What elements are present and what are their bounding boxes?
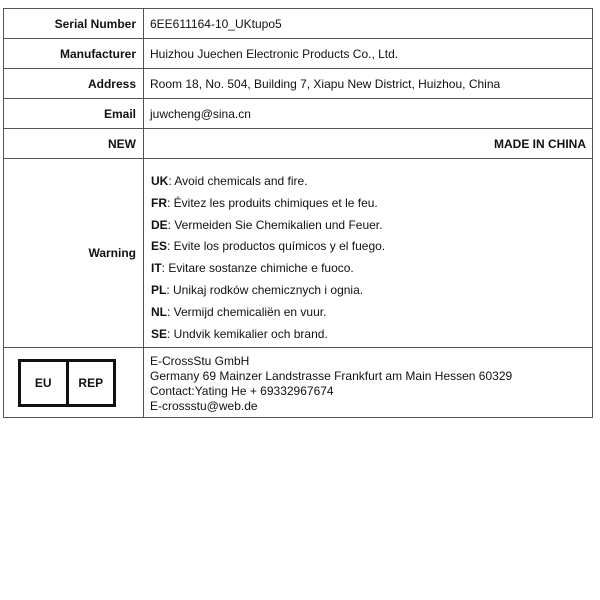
manufacturer-row — [4, 39, 593, 69]
warning-list — [150, 159, 586, 347]
warning-item-it — [151, 258, 586, 280]
warning-content — [144, 159, 593, 348]
address-value: Room 18, No. 504, Building 7, Xiapu New District, Huizhou, China — [144, 69, 593, 99]
eu-rep-company: E-CrossStu GmbH — [150, 353, 250, 368]
manufacturer-value: Huizhou Juechen Electronic Products Co., Ltd. — [144, 39, 593, 69]
eu-rep-details — [144, 348, 593, 418]
warning-item-es — [151, 236, 586, 258]
condition-label: NEW — [4, 129, 144, 159]
warning-text: : Evite los productos químicos y el fuego. — [167, 239, 386, 254]
warning-item-se — [151, 324, 586, 346]
warning-text: : Évitez les produits chimiques et le feu. — [167, 195, 378, 210]
warning-code: UK — [151, 174, 169, 188]
serial-number-label: Serial Number — [4, 9, 144, 39]
warning-code: NL — [151, 304, 167, 319]
warning-item-uk — [151, 171, 586, 193]
email-row — [4, 99, 593, 129]
eu-rep-symbol-icon — [18, 359, 116, 407]
address-label: Address — [4, 69, 144, 99]
warning-item-fr — [151, 193, 586, 215]
condition-row — [4, 129, 593, 159]
warning-item-de — [151, 215, 586, 237]
warning-text: : Vermijd chemicaliën en vuur. — [167, 304, 327, 319]
eu-rep-address: Germany 69 Mainzer Landstrasse Frankfurt am Main Hessen 60329 — [150, 368, 513, 383]
eu-rep-symbol-rep: REP — [66, 362, 114, 404]
warning-code: PL — [151, 282, 167, 297]
eu-rep-contact: Contact:Yating He + 69332967674 — [150, 383, 334, 398]
warning-row — [4, 159, 593, 348]
warning-label: Warning — [4, 159, 144, 348]
warning-text: : Evitare sostanze chimiche e fuoco. — [161, 261, 354, 276]
serial-number-row — [4, 9, 593, 39]
warning-text: : Unikaj rodków chemicznych i ognia. — [166, 282, 364, 297]
product-label-table — [3, 8, 593, 418]
warning-code: ES — [151, 239, 168, 254]
email-label: Email — [4, 99, 144, 129]
manufacturer-label: Manufacturer — [4, 39, 144, 69]
eu-rep-email: E-crossstu@web.de — [150, 398, 258, 413]
origin-value: MADE IN CHINA — [144, 129, 593, 159]
warning-code: FR — [151, 195, 167, 210]
serial-number-value: 6EE611164-10_UKtupo5 — [144, 9, 593, 39]
eu-rep-row — [4, 348, 593, 418]
warning-item-nl — [151, 302, 586, 324]
warning-text: : Vermeiden Sie Chemikalien und Feuer. — [167, 217, 383, 232]
eu-rep-symbol-eu: EU — [34, 375, 52, 390]
address-row — [4, 69, 593, 99]
warning-text: : Undvik kemikalier och brand. — [167, 326, 328, 341]
warning-code: IT — [151, 261, 162, 276]
email-value: juwcheng@sina.cn — [144, 99, 593, 129]
warning-code: SE — [151, 326, 168, 341]
warning-code: DE — [151, 217, 168, 232]
warning-item-pl — [151, 280, 586, 302]
eu-rep-symbol-cell — [4, 348, 144, 418]
warning-text: : Avoid chemicals and fire. — [168, 174, 308, 188]
